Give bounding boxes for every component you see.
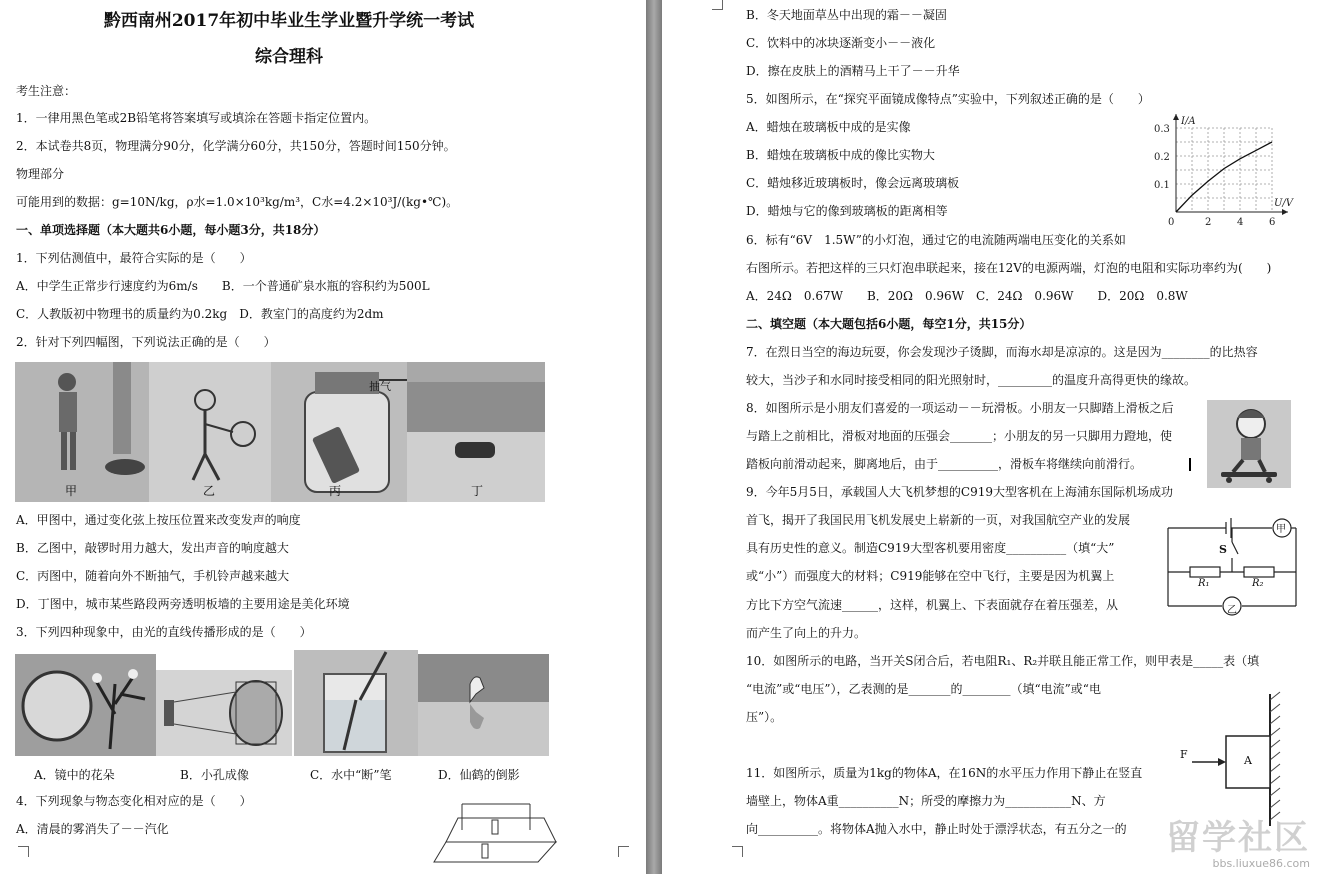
question-4: 4．下列现象与物态变化相对应的是（ ） [16,794,252,808]
mirror-apparatus-figure [432,796,560,866]
x-tick-label: 4 [1237,217,1244,228]
question-2-figure [15,362,545,502]
text-line: 2．本试卷共8页，物理满分90分，化学满分60分，共150分，答题时间150分钟。 [16,139,456,153]
question-11: 11．如图所示，质量为1kg的物体A，在16N的水平压力作用下静止在竖直 [746,766,1143,780]
exam-subtitle: 综合理科 [255,47,323,67]
question-8-cont: 踏板向前滑动起来，脚离地后，由于__________，滑板车将继续向前滑行。 [746,457,1143,471]
question-2-option-c: C．丙图中，随着向外不断抽气，手机铃声越来越大 [16,569,290,583]
question-6: 6．标有“6V 1.5W”的小灯泡，通过它的电流随两端电压变化的关系如 [746,233,1126,247]
question-2-option-d: D．丁图中，城市某些路段两旁透明板墙的主要用途是美化环境 [16,597,350,611]
page-gutter [646,0,662,874]
force-label: F [1180,748,1188,761]
text-line: 1．一律用黑色笔或2B铅笔将答案填写或填涂在答题卡指定位置内。 [16,111,377,125]
question-11-cont: 墙壁上，物体A重__________N；所受的摩擦力为___________N、方 [746,794,1106,808]
question-1: 1．下列估测值中，最符合实际的是（ ） [16,251,252,265]
question-11-cont: 向__________。将物体A抛入水中，静止时处于漂浮状态，有五分之一的 [746,822,1127,836]
question-1-options-cd: C．人教版初中物理书的质量约为0.2kg D．教室门的高度约为2dm [16,307,384,321]
question-4-option-a: A．清晨的雾消失了－－汽化 [16,822,169,836]
question-9-cont: 或“小”）而强度大的材料；C919能够在空中飞行，主要是因为机翼上 [746,569,1115,583]
figure-label-ding: 丁 [471,484,484,498]
question-4-option-b: B．冬天地面草丛中出现的霜－－凝固 [746,8,947,22]
question-5-option-c: C．蜡烛移近玻璃板时，像会远离玻璃板 [746,176,960,190]
question-8: 8．如图所示是小朋友们喜爱的一项运动－－玩滑板。小朋友一只脚踏上滑板之后 [746,401,1174,415]
text-line: 考生注意： [16,84,77,98]
question-3-caption-a: A．镜中的花朵 [34,768,115,782]
y-tick-label: 0.3 [1154,124,1170,135]
iv-chart [1152,112,1312,232]
figure-label-jia: 甲 [65,484,78,498]
section-heading: 一、单项选择题（本大题共6小题，每小题3分，共18分） [16,223,326,237]
question-5-option-a: A．蜡烛在玻璃板中成的是实像 [746,120,911,134]
question-3-caption-c: C．水中“断”笔 [310,768,392,782]
question-9-cont: 首飞，揭开了我国民用飞机发展史上崭新的一页，对我国航空产业的发展 [746,513,1131,527]
text-line: 可能用到的数据：g=10N/kg，ρ水=1.0×10³kg/m³，C水=4.2×10³J/(kg•℃)。 [16,195,459,209]
question-9-cont: 具有历史性的意义。制造C919大型客机要用密度__________（填“大” [746,541,1115,555]
block-label: A [1244,754,1252,767]
question-2: 2．针对下列四幅图，下列说法正确的是（ ） [16,335,276,349]
text-line: 物理部分 [16,167,65,181]
x-tick-label: 0 [1168,217,1175,228]
exam-title: 黔西南州2017年初中毕业生学业暨升学统一考试 [103,11,475,31]
meter-yi-label: 乙 [1227,605,1237,616]
question-10-cont: 压”）。 [746,710,783,724]
question-6-cont: 右图所示。若把这样的三只灯泡串联起来，接在12V的电源两端，灯泡的电阻和实际功率约为( ) [746,261,1272,275]
x-tick-label: 6 [1269,217,1276,228]
crop-mark [712,0,723,10]
x-axis-label: U/V [1274,198,1294,209]
exam-page-left [0,0,646,874]
question-4-option-d: D．擦在皮肤上的酒精马上干了－－升华 [746,64,960,78]
question-2-option-b: B．乙图中，敲锣时用力越大，发出声音的响度越大 [16,541,289,555]
question-7: 7．在烈日当空的海边玩耍，你会发现沙子烫脚，而海水却是凉凉的。这是因为________的比热容 [746,345,1258,359]
watermark [1166,819,1310,870]
question-8-cont: 与踏上之前相比，滑板对地面的压强会_______；小朋友的另一只脚用力蹬地，使 [746,429,1173,443]
question-1-options-ab: A．中学生正常步行速度约为6m/s B．一个普通矿泉水瓶的容积约为500L [16,279,430,293]
figure-label-yi: 乙 [203,484,216,498]
skateboard-figure [1207,400,1291,488]
question-9-cont: 而产生了向上的升力。 [746,626,867,640]
question-10-cont: “电流”或“电压”），乙表测的是_______的________（填“电流”或“电 [746,682,1101,696]
y-tick-label: 0.2 [1154,152,1170,163]
resistor-r1-label: R₁ [1198,578,1210,589]
x-axis-arrow [1282,209,1288,215]
exam-page-right [662,0,1324,874]
switch-label: S [1219,543,1227,556]
text-cursor [1189,458,1191,471]
question-9-cont: 方比下方空气流速______，这样，机翼上、下表面就存在着压强差，从 [746,598,1119,612]
question-3-figure-a [15,654,156,756]
crop-mark [732,846,743,857]
question-3-figure-c [294,650,418,756]
question-9: 9．今年5月5日，承载国人大飞机梦想的C919大型客机在上海浦东国际机场成功 [746,485,1173,499]
question-5-option-b: B．蜡烛在玻璃板中成的像比实物大 [746,148,935,162]
question-5-option-d: D．蜡烛与它的像到玻璃板的距离相等 [746,204,948,218]
question-4-option-c: C．饮料中的冰块逐渐变小－－液化 [746,36,936,50]
question-2-option-a: A．甲图中，通过变化弦上按压位置来改变发声的响度 [16,513,301,527]
y-axis-arrow [1173,114,1179,120]
y-tick-label: 0.1 [1154,180,1170,191]
section-heading: 二、填空题（本大题包括6小题，每空1分，共15分） [746,317,1032,331]
y-axis-label: I/A [1181,116,1196,127]
crop-mark [618,846,629,857]
pump-label: 抽气 [369,380,391,393]
question-3-caption-d: D．仙鹤的倒影 [438,768,520,782]
watermark-url: bbs.liuxue86.com [1212,857,1310,870]
question-3-figure-d [418,654,549,756]
meter-jia-label: 甲 [1276,524,1286,535]
question-7-cont: 较大，当沙子和水同时接受相同的阳光照射时，_________的温度升高得更快的缘故。 [746,373,1197,387]
question-10: 10．如图所示的电路，当开关S闭合后，若电阻R₁、R₂并联且能正常工作，则甲表是_____表（填 [746,654,1260,668]
wall-block-figure [1178,690,1302,830]
watermark-main: 留学社区 [1166,818,1310,858]
question-5: 5．如图所示，在“探究平面镜成像特点”实验中，下列叙述正确的是（ ） [746,92,1150,106]
crop-mark [18,846,29,857]
question-6-options: A．24Ω 0.67W B．20Ω 0.96W C．24Ω 0.96W D．20Ω 0.8W [746,289,1188,303]
question-3: 3．下列四种现象中，由光的直线传播形成的是（ ） [16,625,312,639]
x-tick-label: 2 [1205,217,1212,228]
figure-label-bing: 丙 [329,484,342,498]
resistor-r2-label: R₂ [1252,578,1264,589]
question-3-figure-b [156,670,292,756]
question-3-caption-b: B．小孔成像 [180,768,249,782]
